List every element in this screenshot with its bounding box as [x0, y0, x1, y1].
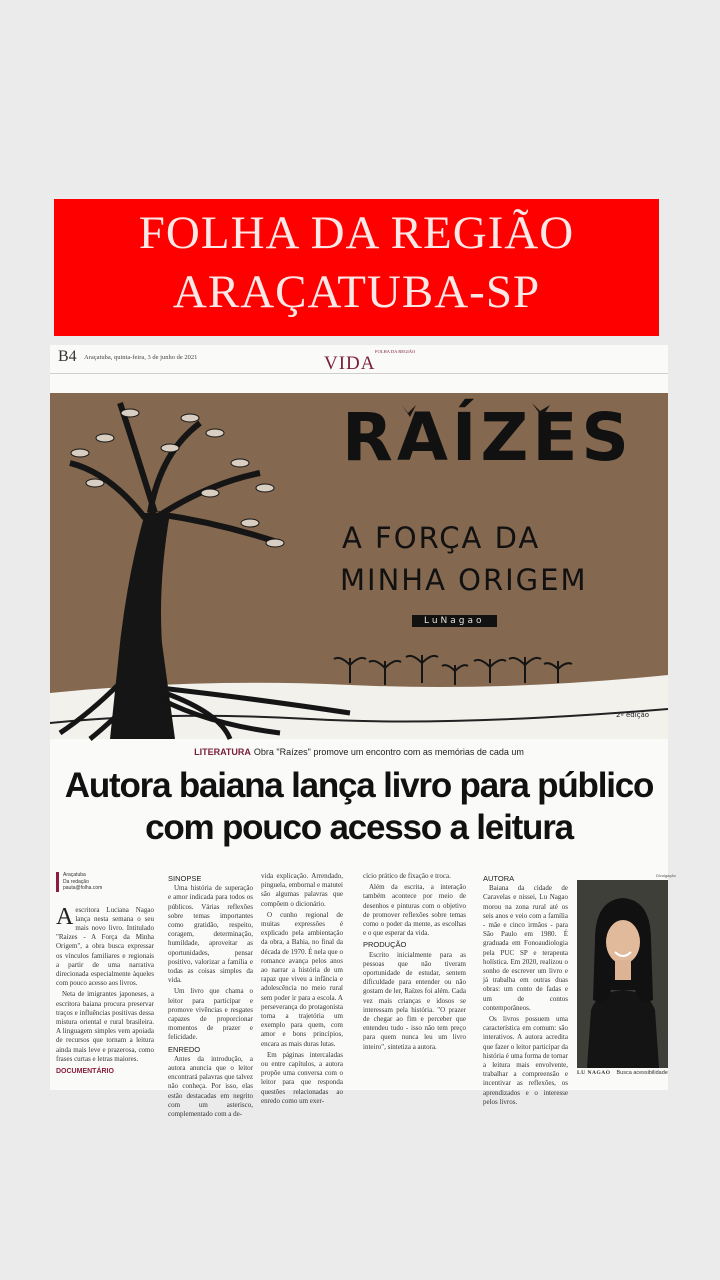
paragraph: O cunho regional de muitas expressões é explicado pela ambientação da obra, a Bahia, no final da década de 1970. É nela que o romance avança pelos anos ao narrar a história de um rapaz que viveu a infância e adolescência no meio rural sem poder ir para a escola. A perseverança do protagonista torna a trajetória um exemplo para quem, com amor e bons princípios, encara as mais duras lutas. [261, 910, 343, 1048]
byline-email: pauta@folha.com [63, 885, 103, 891]
photo-caption [577, 1070, 668, 1076]
cover-author: LuNagao [412, 615, 497, 627]
kicker-label: LITERATURA [194, 747, 251, 757]
byline [56, 872, 154, 892]
byline-desk: Da redação [63, 878, 89, 885]
paragraph: cício prático de fixação e troca. [363, 872, 451, 880]
paragraph: Os livros possuem uma característica em comum: são interativos. A autora acredita que fazer o leitor participar da história é uma forma de tornar a leitura mais envolvente, trabalhar a compreensão e incentivar as reflexões, os aprendizados e o interesse pelos livros. [483, 1015, 568, 1106]
article-column-1 [56, 872, 154, 1076]
book-cover-image [50, 393, 668, 739]
section-small-label: FOLHA DA REGIÃO [375, 349, 416, 354]
author-photo [577, 880, 668, 1068]
subheading-enredo: ENREDO [168, 1044, 201, 1054]
banner-line-2: ARAÇATUBA-SP [172, 266, 541, 318]
author-portrait-illustration [577, 880, 668, 1068]
page-header [50, 345, 668, 374]
cover-title: RAÍZES [342, 399, 633, 476]
paragraph: vida explicação. Arrendado, pinguela, embornal e matutei são algumas palavras que compõem o dicionário. [261, 872, 343, 908]
headline-line-1: Autora baiana lança livro para público [64, 766, 654, 805]
subheading-sinopse: SINOPSE [168, 874, 202, 883]
subheading-documentario: DOCUMENTÁRIO [56, 1067, 114, 1075]
subheading-producao: PRODUÇÃO [363, 940, 407, 950]
photo-caption-name: LU NAGAO [577, 1070, 611, 1076]
cover-subtitle-2: MINHA ORIGEM [340, 563, 588, 597]
article-column-5 [483, 872, 568, 1109]
paragraph: Uma história de superação e amor indicada para todos os públicos. Várias reflexões sobre temas importantes como gratidão, respeito, coragem, determinação, humildade, aproveitar as oportunidades, pensar positivo, valorizar a família e todas as coisas simples da vida. [168, 884, 253, 985]
article-column-2 [168, 872, 253, 1121]
paragraph: Antes da introdução, a autora anuncia que o leitor encontrará palavras que talvez não conheça. Por isso, elas estão destacadas em negrito com um asterisco, complementado com a de- [168, 1054, 253, 1119]
drop-cap: A [56, 903, 74, 930]
paragraph: Escrito inicialmente para as pessoas que não tiveram oportunidade de estudar, sentem dificuldade para entender ou não gostam de ler, Raízes foi além. Cada vez mais crianças e idosos se interessam pela história. "O prazer de chegar ao fim e perceber que entendeu tudo - isso não tem preço para quem nunca leu um livro inteiro", sintetiza a autora. [363, 950, 466, 1051]
banner-line-1: FOLHA DA REGIÃO [138, 207, 575, 259]
title-banner [54, 199, 659, 336]
newspaper-page[interactable] [50, 345, 676, 1119]
dateline: Araçatuba, quinta-feira, 3 de junho de 2021 [84, 354, 198, 361]
photo-credit: Divulgação [656, 873, 676, 878]
cover-subtitle-1: A FORÇA DA [342, 521, 541, 555]
page-number: B4 [58, 348, 77, 365]
article-kicker [50, 747, 668, 757]
paragraph: Neta de imigrantes japoneses, a escritora baiana procura preservar traços e influências positivas dessa mistura oriental e rural brasileira. A linguagem simples vem apoiada de recursos que tornam a leitura ainda mais leve e prazerosa, como frases curtas e letras maiores. [56, 990, 154, 1063]
kicker-text: Obra "Raízes" promove um encontro com as memórias de cada um [253, 747, 524, 757]
paragraph: Em páginas intercaladas ou entre capítulos, a autora propõe uma conversa com o leitor para que responda questões relacionadas ao enredo como um exer- [261, 1050, 343, 1105]
article-column-3 [261, 872, 343, 1108]
paragraph-text: escritora Luciana Nagao lança nesta semana o seu mais novo livro. Intitulado "Raízes - A Força da Minha Origem", a obra busca expressar os vínculos familiares e regionais a partir de uma narrativa direcionada especialmente àqueles com pouco acesso aos livros. [56, 905, 154, 988]
paragraph: Além da escrita, a interação também acontece por meio de desenhos e pinturas com o objetivo de promover reflexões sobre temas como o poder da mente, as escolhas e o que esperar da vida. [363, 883, 466, 938]
byline-city: Araçatuba [63, 872, 86, 878]
paragraph: Um livro que chama o leitor para participar e promove vivências e resgates capazes de proporcionar momentos de prazer e felicidade. [168, 987, 253, 1042]
headline-line-2: com pouco acesso a leitura [145, 808, 573, 847]
paragraph [56, 903, 154, 989]
article-headline [50, 765, 668, 849]
paragraph: Baiana da cidade de Caravelas e nissei, Lu Nagao morou na zona rural até os seis anos e veio com a família - mãe e cinco irmãos - para São Paulo em 1980. É graduada em Fonoaudiologia pela PUC SP e terapeuta holística. Em 2020, realizou o sonho de escrever um livro e já trabalha em outras duas obras: um conto de fadas e um de contos contemporâneos. [483, 884, 568, 1012]
cover-edition: 2ª edição [616, 711, 650, 719]
photo-caption-text: Busca acessibilidade [616, 1070, 668, 1076]
section-title: VIDA [324, 353, 376, 374]
article-column-4 [363, 872, 466, 1054]
subheading-autora: AUTORA [483, 874, 515, 883]
